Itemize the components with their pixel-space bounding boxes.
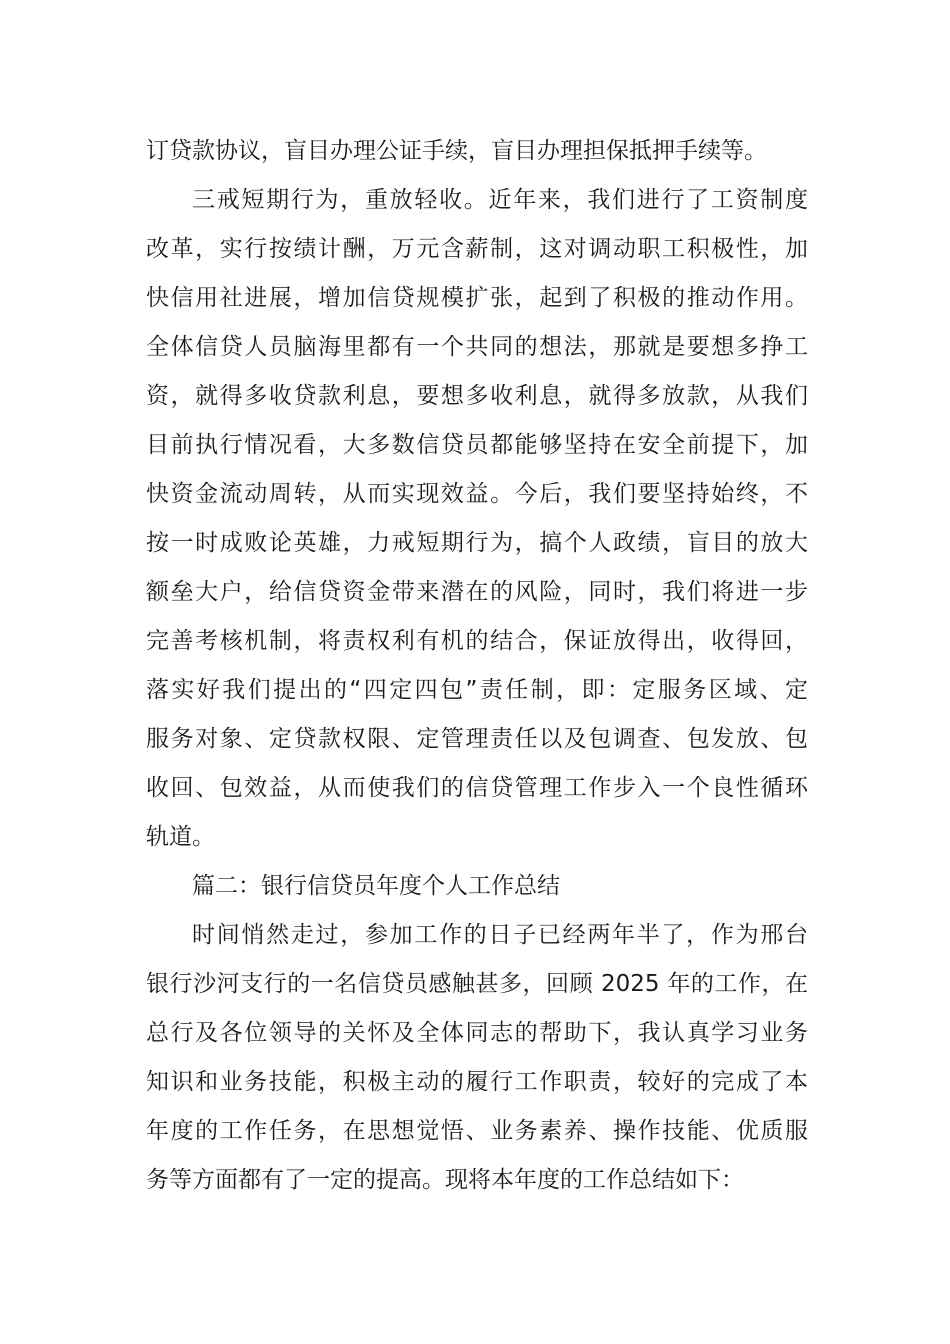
text-line-11: 完善考核机制，将责权利有机的结合，保证放得出，收得回，: [146, 628, 808, 654]
text-line-5: 全体信贷人员脑海里都有一个共同的想法，那就是要想多挣工: [146, 334, 808, 360]
text-line-18: 银行沙河支行的一名信贷员感触甚多，回顾 2025 年的工作，在: [146, 971, 808, 997]
text-line-8: 快资金流动周转，从而实现效益。今后，我们要坚持始终，不: [146, 481, 808, 507]
text-line-14: 收回、包效益，从而使我们的信贷管理工作步入一个良性循环: [146, 775, 808, 801]
text-line-7: 目前执行情况看，大多数信贷员都能够坚持在安全前提下，加: [146, 432, 808, 458]
text-line-4: 快信用社进展，增加信贷规模扩张，起到了积极的推动作用。: [146, 285, 808, 311]
text-line-20: 知识和业务技能，积极主动的履行工作职责，较好的完成了本: [146, 1069, 808, 1095]
paragraph-start-summary: 时间悄然走过，参加工作的日子已经两年半了，作为邢台: [192, 922, 808, 948]
paragraph-start-three-warnings: 三戒短期行为，重放轻收。近年来，我们进行了工资制度: [192, 187, 808, 213]
text-line-15: 轨道。: [146, 824, 215, 850]
text-line-12: 落实好我们提出的“四定四包”责任制，即：定服务区域、定: [146, 677, 808, 703]
text-line-1: 订贷款协议，盲目办理公证手续，盲目办理担保抵押手续等。: [146, 138, 767, 164]
document-body: [146, 127, 808, 1205]
text-line-13: 服务对象、定贷款权限、定管理责任以及包调查、包发放、包: [146, 726, 808, 752]
text-line-9: 按一时成败论英雄，力戒短期行为，搞个人政绩，盲目的放大: [146, 530, 808, 556]
text-line-3: 改革，实行按绩计酬，万元含薪制，这对调动职工积极性，加: [146, 236, 808, 262]
text-line-22: 务等方面都有了一定的提高。现将本年度的工作总结如下：: [146, 1167, 744, 1193]
text-line-21: 年度的工作任务，在思想觉悟、业务素养、操作技能、优质服: [146, 1118, 808, 1144]
text-line-19: 总行及各位领导的关怀及全体同志的帮助下，我认真学习业务: [146, 1020, 808, 1046]
text-line-10: 额垒大户，给信贷资金带来潜在的风险，同时，我们将进一步: [146, 579, 808, 605]
section-heading: 篇二：银行信贷员年度个人工作总结: [192, 873, 560, 899]
text-line-6: 资，就得多收贷款利息，要想多收利息，就得多放款，从我们: [146, 383, 808, 409]
